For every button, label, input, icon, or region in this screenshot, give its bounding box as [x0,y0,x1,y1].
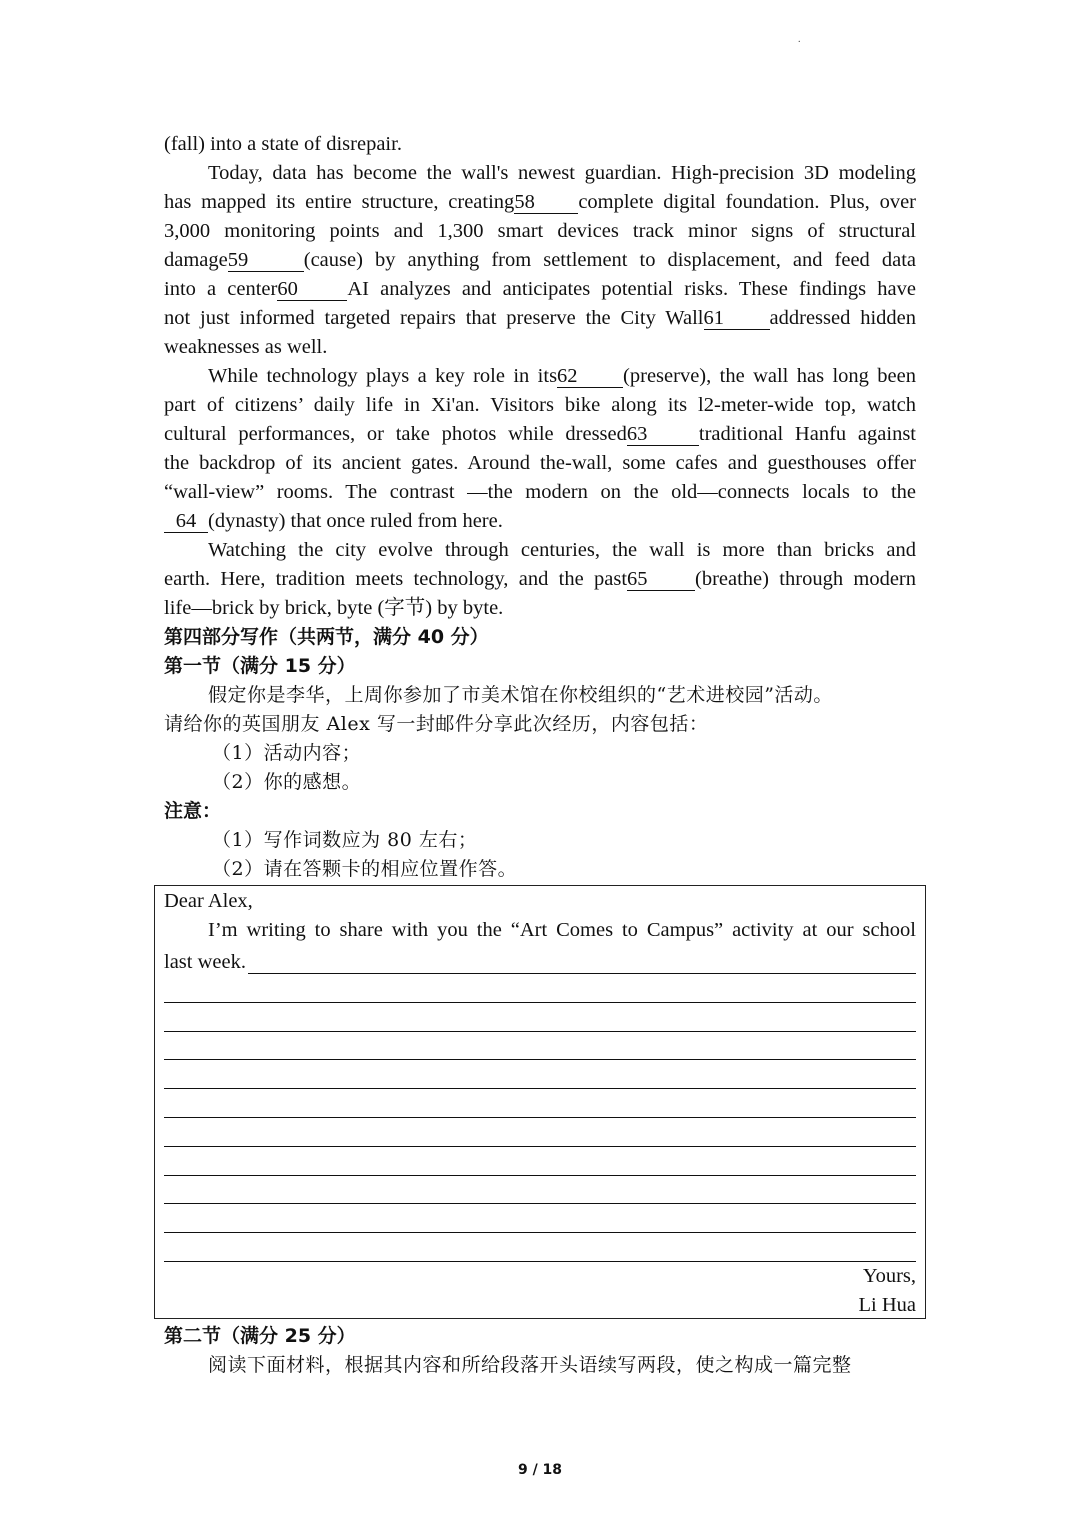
blank-61[interactable]: 61 [704,307,770,330]
prompt-line: 假定你是李华，上周你参加了市美术馆在你校组织的“艺术进校园”活动。 [208,684,833,706]
writing-line[interactable] [164,1060,916,1089]
passage-line: 3,000 monitoring points and 1,300 smart devices track minor signs of structural [164,220,916,242]
passage-line: “wall-view” rooms. The contrast —the modern on the old—connects locals to the [164,481,916,503]
text: addressed hidden [769,307,917,329]
blank-58[interactable]: 58 [514,191,578,214]
passage-line [164,246,916,275]
writing-line[interactable] [164,1204,916,1233]
requirement-item: （1）活动内容； [212,742,362,764]
note-title: 注意： [164,800,222,822]
blank-63[interactable]: 63 [627,423,699,446]
answer-box [154,885,926,1319]
passage-line: weaknesses as well. [164,336,328,358]
writing-line[interactable] [164,1118,916,1147]
writing-line[interactable] [164,1032,916,1061]
blank-64[interactable]: 64 [164,510,208,533]
passage-line [164,362,916,391]
passage-line [164,304,916,333]
text: (dynasty) that once ruled from here. [208,510,503,532]
passage-line [164,565,916,594]
text: (breathe) through modern [695,568,916,590]
passage-line: Today, data has become the wall's newest guardian. High-precision 3D modeling [208,162,916,184]
text: While technology plays a key role in its [208,365,558,387]
passage-line: life—brick by brick, byte (字节) by byte. [164,597,504,619]
blank-65[interactable]: 65 [627,568,695,591]
passage-line [164,275,916,304]
page-number: 9 / 18 [517,1462,563,1478]
passage [164,130,916,884]
prompt-line: 请给你的英国朋友 Alex 写一封邮件分享此次经历，内容包括： [164,713,709,735]
blank-60[interactable]: 60 [277,278,347,301]
text: into a center [164,278,278,300]
section-two [164,1322,916,1380]
writing-line[interactable] [164,1176,916,1205]
page-mark: . [798,34,801,45]
text: cultural performances, or take photos while dressed [164,423,627,445]
text: traditional Hanfu against [698,423,916,445]
sec2-title: 第二节（满分 25 分） [164,1325,356,1347]
letter-salutation: Dear Alex, [164,890,253,912]
passage-line [164,420,916,449]
note-item: （2）请在答颗卡的相应位置作答。 [212,858,518,880]
text: (cause) by anything from settlement to displacement, and feed data [303,249,916,271]
text: not just informed targeted repairs that preserve the City Wall [164,307,704,329]
text: complete digital foundation. Plus, over [578,191,916,213]
passage-line [164,507,916,536]
text: damage [164,249,228,271]
writing-line[interactable] [164,974,916,1003]
letter-opening: I’m writing to share with you the “Art Comes to Campus” activity at our school [208,919,916,941]
sec2-prompt: 阅读下面材料，根据其内容和所给段落开头语续写两段，使之构成一篇完整 [208,1354,852,1376]
text: earth. Here, tradition meets technology, and the past [164,568,628,590]
writing-line[interactable] [164,1003,916,1032]
part4-title: 第四部分写作（共两节，满分 40 分） [164,626,489,648]
writing-line[interactable] [164,1233,916,1262]
passage-line: (fall) into a state of disrepair. [164,133,402,155]
text: (preserve), the wall has long been [623,365,916,387]
sec1-title: 第一节（满分 15 分） [164,655,356,677]
note-item: （1）写作词数应为 80 左右； [212,829,478,851]
requirement-item: （2）你的感想。 [212,771,362,793]
letter-signature: Li Hua [858,1293,916,1316]
passage-line [164,188,916,217]
passage-line: the backdrop of its ancient gates. Around the-wall, some cafes and guesthouses offer [164,452,916,474]
letter-opening-end: last week. [164,951,246,973]
writing-line[interactable] [164,1089,916,1118]
passage-line: part of citizens’ daily life in Xi'an. Visitors bike along its l2-meter-wide top, watch [164,394,916,416]
letter-closing: Yours, [862,1264,916,1287]
blank-59[interactable]: 59 [228,249,304,272]
text: AI analyzes and anticipates potential risks. These findings have [347,278,916,300]
writing-line-fill[interactable] [248,951,916,974]
writing-line[interactable] [164,945,916,974]
blank-62[interactable]: 62 [557,365,623,388]
text: has mapped its entire structure, creating [164,191,515,213]
writing-line[interactable] [164,1147,916,1176]
passage-line: Watching the city evolve through centuries, the wall is more than bricks and [208,539,916,561]
